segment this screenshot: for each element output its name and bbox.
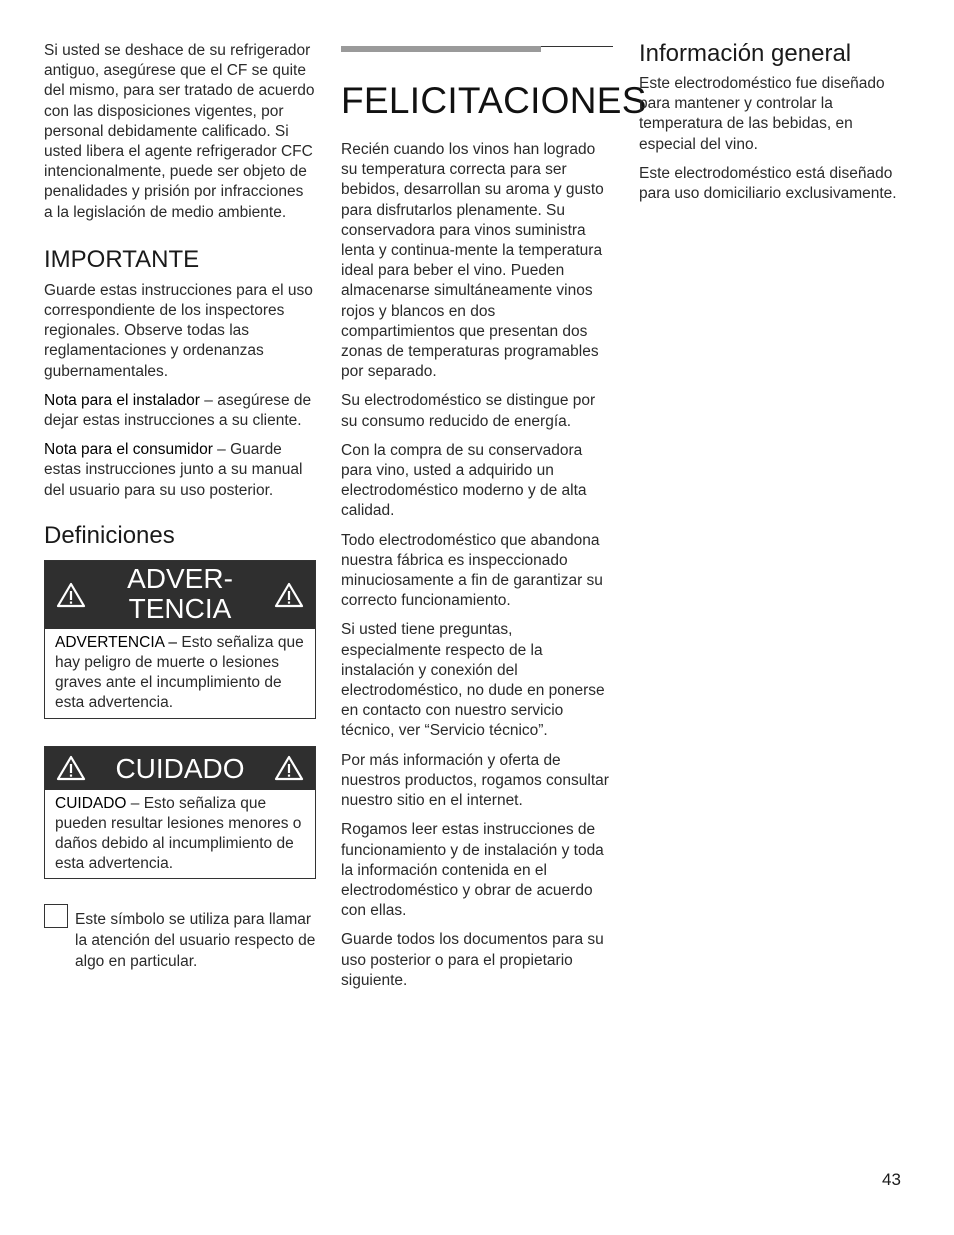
installer-note-label: Nota para el instalador	[44, 391, 200, 409]
cuidado-text: – Esto señaliza que pueden resultar lesiones menores o daños debido al incumplimiento de esta advertencia.	[55, 794, 302, 873]
consumer-note	[44, 440, 316, 501]
warning-triangle-icon	[274, 582, 304, 608]
advertencia-label: ADVERTENCIA –	[55, 633, 178, 651]
note-square-icon	[44, 904, 68, 928]
advertencia-title-line2: TENCIA	[128, 592, 232, 624]
body-paragraph: Si usted tiene preguntas, especialmente respecto de la instalación y conexión del electrodoméstico, no dude en ponerse en contacto con nuestro servicio técnico, ver “Servicio técnico”.	[341, 621, 605, 740]
body-paragraph: Rogamos leer estas instrucciones de funcionamiento y de instalación y toda la información contenida en el electrodoméstico y obrar de acuerdo con ellas.	[341, 821, 604, 920]
cuidado-title: CUIDADO	[115, 752, 245, 784]
body-paragraph: Su electrodoméstico se distingue por su consumo reducido de energía.	[341, 392, 596, 430]
advertencia-body	[45, 629, 315, 718]
body-paragraph: Recién cuando los vinos han logrado su temperatura correcta para ser bebidos, desarrollan su aroma y gusto para disfrutarlos plenamente. Su conservadora para vinos suministra lenta y continua-mente la temperatura ideal para beber el vino. Pueden almacenarse simultáneamente vinos rojos y blancos en dos compartimientos que presentan dos zonas de temperaturas programables por separado.	[341, 141, 604, 381]
advertencia-text: Esto señaliza que hay peligro de muerte o lesiones graves ante el incumplimiento de esta advertencia.	[55, 633, 304, 712]
cfc-disposal-paragraph: Si usted se deshace de su refrigerador antiguo, asegúrese que el CF se quite del mismo, para ser tratado de acuerdo con las disposiciones vigentes, por personal debidamente calificado. Si usted libera el agente refrigerador CFC intencionalmente, puede ser objeto de penalidades y prisión por infracciones a la legislación de medio ambiente.	[44, 42, 315, 221]
page-number: 43	[882, 1170, 901, 1189]
cuidado-banner	[45, 747, 315, 790]
importante-paragraph: Guarde estas instrucciones para el uso correspondiente de los inspectores regionales. Observe todas las reglamentaciones y ordenanzas gubernamentales.	[44, 281, 313, 380]
body-paragraph: Este electrodoméstico está diseñado para uso domiciliario exclusivamente.	[639, 164, 897, 203]
consumer-note-text: – Guarde estas instrucciones junto a su manual del usuario para su uso posterior.	[44, 441, 303, 499]
warning-triangle-icon	[274, 755, 304, 781]
advertencia-definition	[55, 633, 305, 714]
advertencia-banner	[45, 561, 315, 629]
body-paragraph: Por más información y oferta de nuestros productos, rogamos consultar nuestro sitio en el internet.	[341, 751, 609, 810]
right-column	[639, 40, 911, 213]
warning-triangle-icon	[56, 755, 86, 781]
warning-triangle-icon	[56, 582, 86, 608]
definiciones-heading: Definiciones	[44, 521, 175, 549]
note-symbol-text: Este símbolo se utiliza para llamar la atención del usuario respecto de algo en particular.	[75, 911, 316, 971]
body-paragraph: Guarde todos los documentos para su uso posterior o para el propietario siguiente.	[341, 931, 604, 989]
cuidado-definition	[55, 794, 305, 875]
consumer-note-label: Nota para el consumidor	[44, 441, 213, 459]
note-symbol-definition	[44, 904, 316, 972]
informacion-general-heading: Información general	[639, 40, 852, 67]
cuidado-body	[45, 790, 315, 879]
page-title: FELICITACIONES	[341, 80, 647, 121]
importante-heading: IMPORTANTE	[44, 245, 200, 273]
cuidado-label: CUIDADO	[55, 794, 127, 812]
advertencia-title-line1: ADVER-	[127, 562, 233, 594]
installer-note-text: – asegúrese de dejar estas instrucciones a su cliente.	[44, 391, 312, 430]
middle-column	[341, 80, 647, 1000]
header-accent-bar	[341, 46, 541, 52]
body-paragraph: Todo electrodoméstico que abandona nuestra fábrica es inspeccionado minuciosamente a fin de garantizar su correcto funcionamiento.	[341, 531, 603, 610]
advertencia-box	[44, 560, 316, 719]
body-paragraph: Con la compra de su conservadora para vino, usted a adquirido un electrodoméstico moderno y de alta calidad.	[341, 441, 587, 520]
installer-note	[44, 391, 316, 431]
cuidado-box	[44, 746, 316, 880]
body-paragraph: Este electrodoméstico fue diseñado para mantener y controlar la temperatura de las bebidas, en especial del vino.	[639, 75, 885, 153]
left-column	[44, 40, 316, 972]
